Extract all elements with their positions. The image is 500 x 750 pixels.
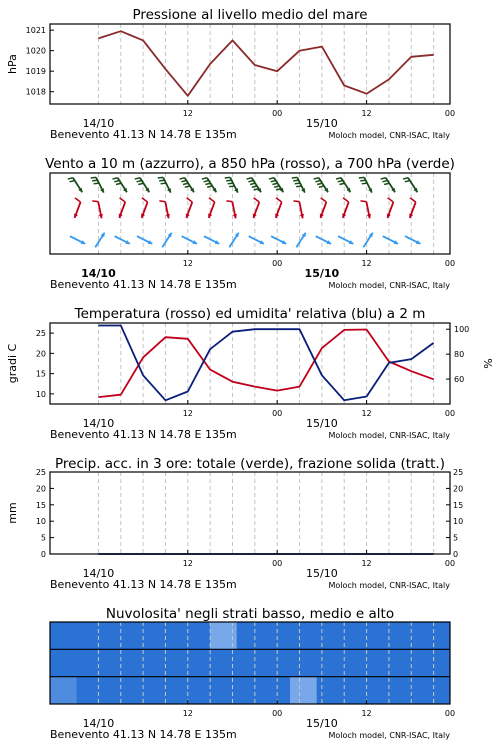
barb-flag	[137, 180, 142, 181]
barb-flag	[161, 183, 166, 184]
y-tick-label-right: 0	[453, 550, 459, 559]
x-tick-label: 12	[182, 409, 193, 418]
x-tick-label: 12	[361, 709, 372, 718]
y-axis-label-right: %	[482, 358, 495, 369]
y-tick-label-right: 15	[453, 500, 464, 510]
barb-flag	[92, 180, 97, 181]
y-tick-label-right: 100	[454, 325, 470, 335]
y-tick-label-right: 20	[453, 484, 464, 494]
barb-flag	[205, 183, 210, 184]
wind-barb	[296, 233, 305, 247]
x-tick-label: 12	[361, 409, 372, 418]
wind-barb	[204, 236, 219, 244]
date-label: 15/10	[304, 267, 340, 280]
wind-barb	[316, 236, 331, 244]
barb-flag	[94, 183, 99, 184]
cloud-cell-basso	[290, 677, 317, 705]
location-label: Benevento 41.13 N 14.78 E 135m	[50, 278, 237, 291]
wind-barb	[158, 177, 171, 192]
cloud-cell-basso	[370, 677, 397, 705]
y-tick-label: 0	[40, 550, 46, 559]
cloud-cell-alto	[317, 622, 344, 650]
barb-flag	[338, 180, 343, 181]
barb-flag	[248, 180, 253, 181]
barb-flag	[317, 183, 322, 184]
panel-precip	[6, 456, 463, 591]
wind-barb	[338, 236, 353, 244]
x-tick-label: 12	[361, 559, 372, 568]
vertical-gridlines	[98, 24, 433, 104]
x-tick-label: 00	[444, 409, 456, 418]
wind-barb	[383, 236, 398, 244]
barb-flag	[292, 177, 297, 178]
x-tick-label: 12	[361, 109, 372, 118]
vertical-gridlines	[98, 472, 433, 554]
barb-flag	[295, 183, 300, 184]
wind-barb	[68, 178, 82, 192]
wind-barb	[342, 198, 349, 218]
cloud-cell-alto	[210, 622, 237, 650]
panel-title: Vento a 10 m (azzurro), a 850 hPa (rosso), a 700 hPa (verde)	[45, 156, 455, 172]
wind-barb	[360, 201, 371, 218]
cloud-cell-alto	[50, 622, 77, 650]
barb-flag	[272, 183, 277, 184]
barb-flag	[225, 177, 230, 178]
barb-flag	[91, 177, 96, 178]
date-label: 14/10	[82, 717, 115, 730]
barb-flag	[158, 177, 163, 178]
barb-flag	[228, 183, 233, 184]
barb-flag	[204, 180, 209, 181]
wind-barb	[92, 201, 103, 218]
barb-flag	[159, 180, 164, 181]
barb-flag	[114, 180, 119, 181]
y-tick-label: 1020	[25, 46, 46, 56]
barb-row-700-hPa	[68, 177, 418, 192]
vertical-gridlines	[98, 323, 433, 404]
cloud-cells	[50, 622, 451, 705]
barb-row-10-m	[70, 233, 420, 247]
barb-flag	[229, 186, 234, 187]
barb-flag	[382, 180, 387, 181]
wind-barb	[314, 178, 328, 192]
date-label: 15/10	[306, 567, 338, 580]
cloud-cell-basso	[423, 677, 450, 705]
barb-flag	[75, 198, 81, 202]
wind-barb	[202, 178, 216, 192]
wind-barb	[275, 198, 282, 218]
date-label: 15/10	[306, 117, 338, 130]
barb-flag	[202, 178, 207, 179]
barb-flag	[362, 183, 367, 184]
barb-flag	[252, 186, 257, 187]
x-tick-label: 00	[272, 259, 283, 268]
barb-flag	[181, 180, 186, 181]
date-label: 14/10	[82, 117, 115, 130]
y-tick-label: 25	[35, 329, 46, 339]
wind-barb	[336, 178, 350, 192]
barb-flag	[70, 180, 75, 181]
barb-flag	[180, 178, 185, 179]
panel-title: Nuvolosita' negli strati basso, medio e alto	[105, 606, 395, 622]
cloud-cell-alto	[290, 622, 317, 650]
wind-barb	[271, 236, 286, 244]
location-label: Benevento 41.13 N 14.78 E 135m	[50, 728, 237, 741]
x-tick-label: 00	[444, 259, 456, 268]
cloud-cell-medio	[397, 649, 424, 677]
cloud-cell-alto	[103, 622, 130, 650]
model-credit: Moloch model, CNR-ISAC, Italy	[328, 281, 450, 290]
wind-barb	[135, 178, 149, 192]
barb-flag	[339, 183, 344, 184]
panel-title: Precip. acc. in 3 ore: totale (verde), frazione solida (tratt.)	[55, 456, 445, 472]
wind-barb	[229, 233, 238, 247]
wind-barb	[249, 236, 264, 244]
y-tick-label: 15	[35, 369, 46, 379]
x-tick-label: 00	[444, 709, 456, 718]
wind-barb	[381, 178, 395, 192]
barb-flag	[336, 178, 341, 179]
barb-flag	[405, 180, 410, 181]
y-axis-label: gradi C	[6, 343, 19, 384]
y-tick-label-right: 25	[453, 468, 464, 477]
y-tick-label: 20	[35, 484, 46, 494]
cloud-cell-alto	[370, 622, 397, 650]
cloud-cell-alto	[423, 622, 450, 650]
y-tick-label: 1018	[25, 87, 46, 97]
wind-barb	[293, 201, 304, 218]
wind-barb	[387, 198, 394, 218]
barb-flag	[135, 178, 140, 179]
wind-barb	[409, 198, 416, 218]
cloud-cell-alto	[77, 622, 104, 650]
y-tick-label: 15	[35, 500, 46, 510]
barb-flag	[112, 178, 117, 179]
wind-barb	[269, 178, 283, 192]
panel-frame	[50, 24, 450, 104]
wind-barb	[137, 236, 152, 244]
barb-flag	[159, 201, 165, 202]
model-credit: Moloch model, CNR-ISAC, Italy	[328, 731, 450, 740]
cloud-cell-basso	[317, 677, 344, 705]
wind-barb	[253, 198, 260, 218]
x-tick-label: 12	[182, 559, 193, 568]
location-label: Benevento 41.13 N 14.78 E 135m	[50, 128, 237, 141]
cloud-cell-alto	[157, 622, 184, 650]
series-line-0	[98, 31, 433, 96]
cloud-cell-basso	[77, 677, 104, 705]
wind-barb	[403, 178, 417, 192]
barb-flag	[293, 180, 298, 181]
cloud-cell-medio	[237, 649, 264, 677]
barb-flag	[247, 178, 252, 179]
barb-flag	[314, 178, 319, 179]
panel-pressure	[6, 7, 455, 141]
barb-flag	[138, 183, 143, 184]
y-tick-label-right: 80	[454, 350, 465, 360]
y-tick-label-right: 10	[453, 517, 464, 527]
barb-flag	[92, 201, 98, 202]
y-tick-label: 1019	[25, 67, 46, 77]
cloud-cell-medio	[370, 649, 397, 677]
barb-flag	[319, 186, 324, 187]
x-tick-label: 00	[272, 409, 283, 418]
y-tick-label: 5	[40, 533, 46, 543]
cloud-cell-basso	[210, 677, 237, 705]
cloud-cell-medio	[290, 649, 317, 677]
barb-flag	[226, 180, 231, 181]
x-tick-label: 00	[444, 559, 456, 568]
barb-flag	[360, 201, 366, 202]
panel-title: Temperatura (rosso) ed umidita' relativa (blu) a 2 m	[74, 306, 426, 322]
cloud-cell-basso	[397, 677, 424, 705]
wind-barb	[225, 177, 238, 192]
cloud-cell-medio	[423, 649, 450, 677]
cloud-cell-basso	[237, 677, 264, 705]
x-tick-label: 00	[272, 709, 283, 718]
wind-barb	[141, 198, 148, 218]
barb-flag	[359, 177, 364, 178]
wind-barb	[115, 236, 130, 244]
barb-flag	[183, 183, 188, 184]
barb-flag	[185, 186, 190, 187]
location-label: Benevento 41.13 N 14.78 E 135m	[50, 428, 237, 441]
wind-barb	[180, 178, 194, 192]
barb-flag	[226, 201, 232, 202]
barb-flag	[116, 183, 121, 184]
wind-barb	[292, 177, 305, 192]
barb-flag	[271, 180, 276, 181]
y-tick-label: 10	[35, 389, 46, 399]
y-tick-label: 10	[35, 517, 46, 527]
cloud-cell-alto	[237, 622, 264, 650]
x-tick-label: 12	[182, 259, 193, 268]
barb-flag	[250, 183, 255, 184]
date-label: 14/10	[82, 567, 115, 580]
wind-barb	[95, 233, 104, 247]
y-tick-label-right: 5	[453, 533, 459, 543]
wind-barb	[119, 198, 126, 218]
y-tick-label-right: 60	[454, 375, 465, 385]
wind-barb	[70, 236, 85, 244]
x-tick-label: 00	[272, 559, 283, 568]
x-tick-label: 00	[272, 109, 283, 118]
location-label: Benevento 41.13 N 14.78 E 135m	[50, 578, 237, 591]
wind-barb	[112, 178, 126, 192]
barb-flag	[360, 180, 365, 181]
panel-clouds	[50, 606, 455, 741]
panel-temperature	[6, 306, 495, 441]
model-credit: Moloch model, CNR-ISAC, Italy	[328, 131, 450, 140]
cloud-cell-medio	[77, 649, 104, 677]
barb-flag	[403, 178, 408, 179]
barb-flag	[296, 186, 301, 187]
date-label: 14/10	[81, 267, 116, 280]
wind-barb	[74, 198, 81, 218]
barb-row-850-hPa	[74, 198, 416, 218]
barb-flag	[269, 178, 274, 179]
barb-flag	[384, 183, 389, 184]
cloud-cell-medio	[317, 649, 344, 677]
barb-flag	[274, 186, 279, 187]
cloud-cell-medio	[157, 649, 184, 677]
panel-title: Pressione al livello medio del mare	[132, 7, 368, 23]
y-tick-label: 20	[35, 349, 46, 359]
wind-barb	[320, 198, 327, 218]
date-label: 14/10	[82, 417, 115, 430]
barb-flag	[68, 178, 73, 179]
wind-barb	[405, 236, 420, 244]
wind-barb	[186, 198, 193, 218]
series-line-0	[98, 330, 433, 398]
date-label: 15/10	[306, 417, 338, 430]
x-tick-label: 12	[361, 259, 372, 268]
wind-barb	[159, 201, 170, 218]
y-axis-label: hPa	[6, 54, 19, 74]
wind-barb	[359, 177, 372, 192]
wind-barb	[208, 198, 215, 218]
x-tick-label: 12	[182, 109, 193, 118]
barb-flag	[315, 180, 320, 181]
wind-barb	[226, 201, 237, 218]
cloud-cell-basso	[103, 677, 130, 705]
cloud-cell-basso	[157, 677, 184, 705]
y-axis-label: mm	[6, 502, 19, 524]
x-tick-label: 00	[444, 109, 456, 118]
cloud-cell-basso	[50, 677, 77, 705]
panel-wind	[45, 156, 455, 291]
wind-barb	[182, 236, 197, 244]
wind-barb	[363, 233, 372, 247]
wind-barb	[247, 178, 261, 192]
wind-barb	[91, 177, 104, 192]
x-tick-label: 12	[182, 709, 193, 718]
cloud-cell-medio	[103, 649, 130, 677]
barb-flag	[293, 201, 299, 202]
panel-frame	[50, 472, 450, 554]
barb-flag	[381, 178, 386, 179]
model-credit: Moloch model, CNR-ISAC, Italy	[328, 581, 450, 590]
y-tick-label: 1021	[25, 26, 46, 36]
wind-barb	[162, 233, 171, 247]
y-tick-label: 25	[35, 468, 46, 477]
date-label: 15/10	[306, 717, 338, 730]
cloud-cell-medio	[210, 649, 237, 677]
barb-flag	[207, 186, 212, 187]
model-credit: Moloch model, CNR-ISAC, Italy	[328, 431, 450, 440]
cloud-cell-medio	[50, 649, 77, 677]
cloud-cell-alto	[397, 622, 424, 650]
